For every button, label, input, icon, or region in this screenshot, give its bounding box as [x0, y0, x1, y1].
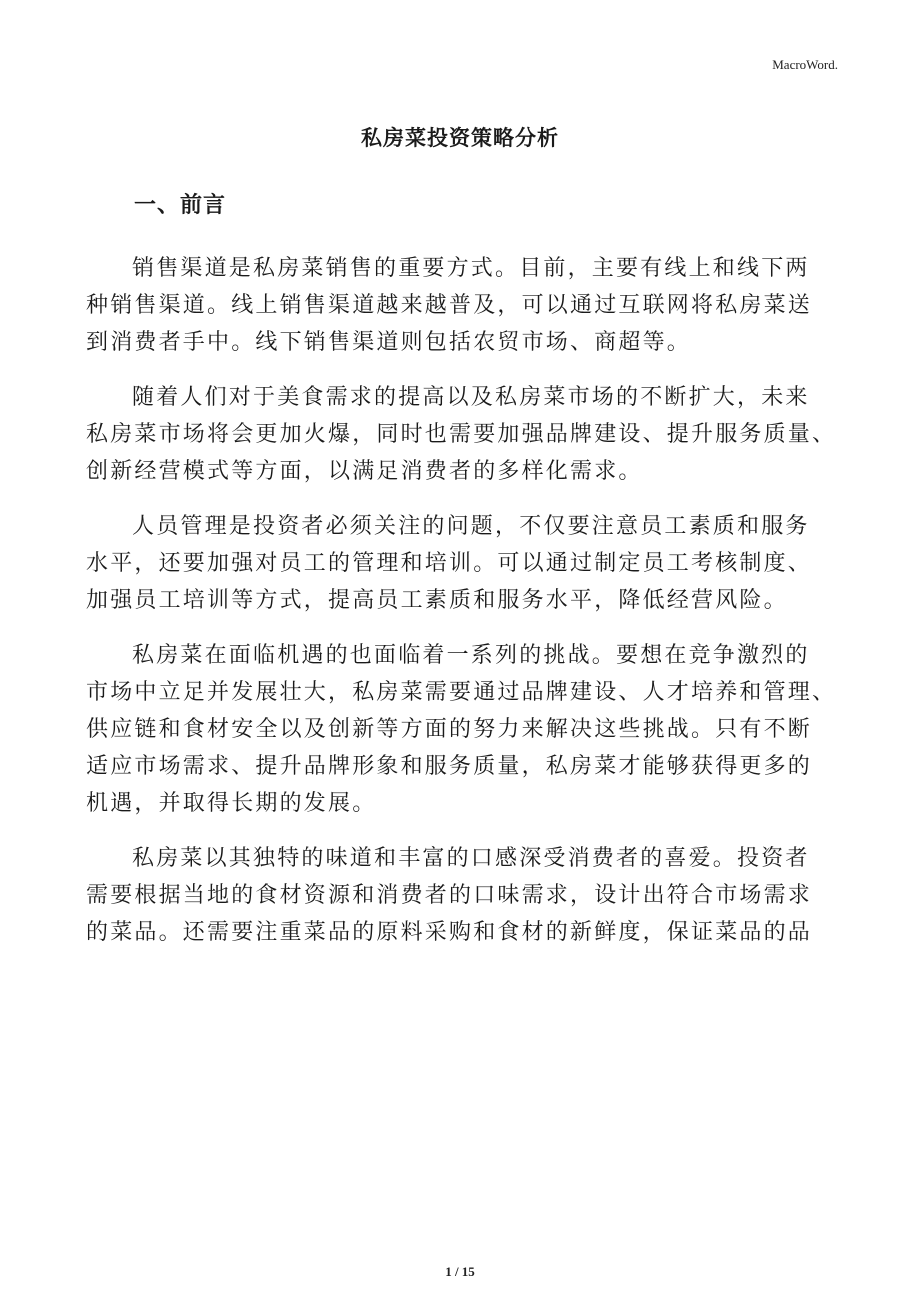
paragraph-line: 到消费者手中。线下销售渠道则包括农贸市场、商超等。: [86, 330, 692, 355]
paragraph-line: 种销售渠道。线上销售渠道越来越普及，可以通过互联网将私房菜送: [86, 293, 813, 318]
page-number: 1 / 15: [445, 1264, 475, 1279]
paragraph-line: 创新经营模式等方面，以满足消费者的多样化需求。: [86, 459, 643, 484]
paragraph-line: 水平，还要加强对员工的管理和培训。可以通过制定员工考核制度、: [86, 551, 813, 576]
paragraph-4: [86, 637, 846, 822]
paragraph-line: 机遇，并取得长期的发展。: [86, 791, 377, 816]
document-title: 私房菜投资策略分析: [361, 126, 559, 150]
paragraph-line: 人员管理是投资者必须关注的问题，不仅要注意员工素质和服务: [132, 514, 810, 539]
document-body: [86, 250, 846, 969]
paragraph-line: 需要根据当地的食材资源和消费者的口味需求，设计出符合市场需求: [86, 883, 813, 908]
header-brand: MacroWord.: [772, 57, 838, 72]
paragraph-line: 的菜品。还需要注重菜品的原料采购和食材的新鲜度，保证菜品的品: [86, 920, 813, 945]
paragraph-line: 销售渠道是私房菜销售的重要方式。目前，主要有线上和线下两: [132, 256, 810, 281]
paragraph-line: 随着人们对于美食需求的提高以及私房菜市场的不断扩大，未来: [132, 385, 810, 410]
section-heading: 一、前言: [134, 193, 227, 218]
paragraph-line: 加强员工培训等方式，提高员工素质和服务水平，降低经营风险。: [86, 588, 788, 613]
paragraph-line: 供应链和食材安全以及创新等方面的努力来解决这些挑战。只有不断: [86, 717, 813, 742]
paragraph-line: 私房菜在面临机遇的也面临着一系列的挑战。要想在竞争激烈的: [132, 643, 810, 668]
paragraph-1: [86, 250, 846, 361]
paragraph-line: 市场中立足并发展壮大，私房菜需要通过品牌建设、人才培养和管理、: [86, 680, 837, 705]
paragraph-line: 私房菜市场将会更加火爆，同时也需要加强品牌建设、提升服务质量、: [86, 422, 837, 447]
paragraph-3: [86, 508, 846, 619]
paragraph-5: [86, 840, 846, 951]
paragraph-2: [86, 379, 846, 490]
paragraph-line: 私房菜以其独特的味道和丰富的口感深受消费者的喜爱。投资者: [132, 846, 810, 871]
paragraph-line: 适应市场需求、提升品牌形象和服务质量，私房菜才能够获得更多的: [86, 754, 813, 779]
